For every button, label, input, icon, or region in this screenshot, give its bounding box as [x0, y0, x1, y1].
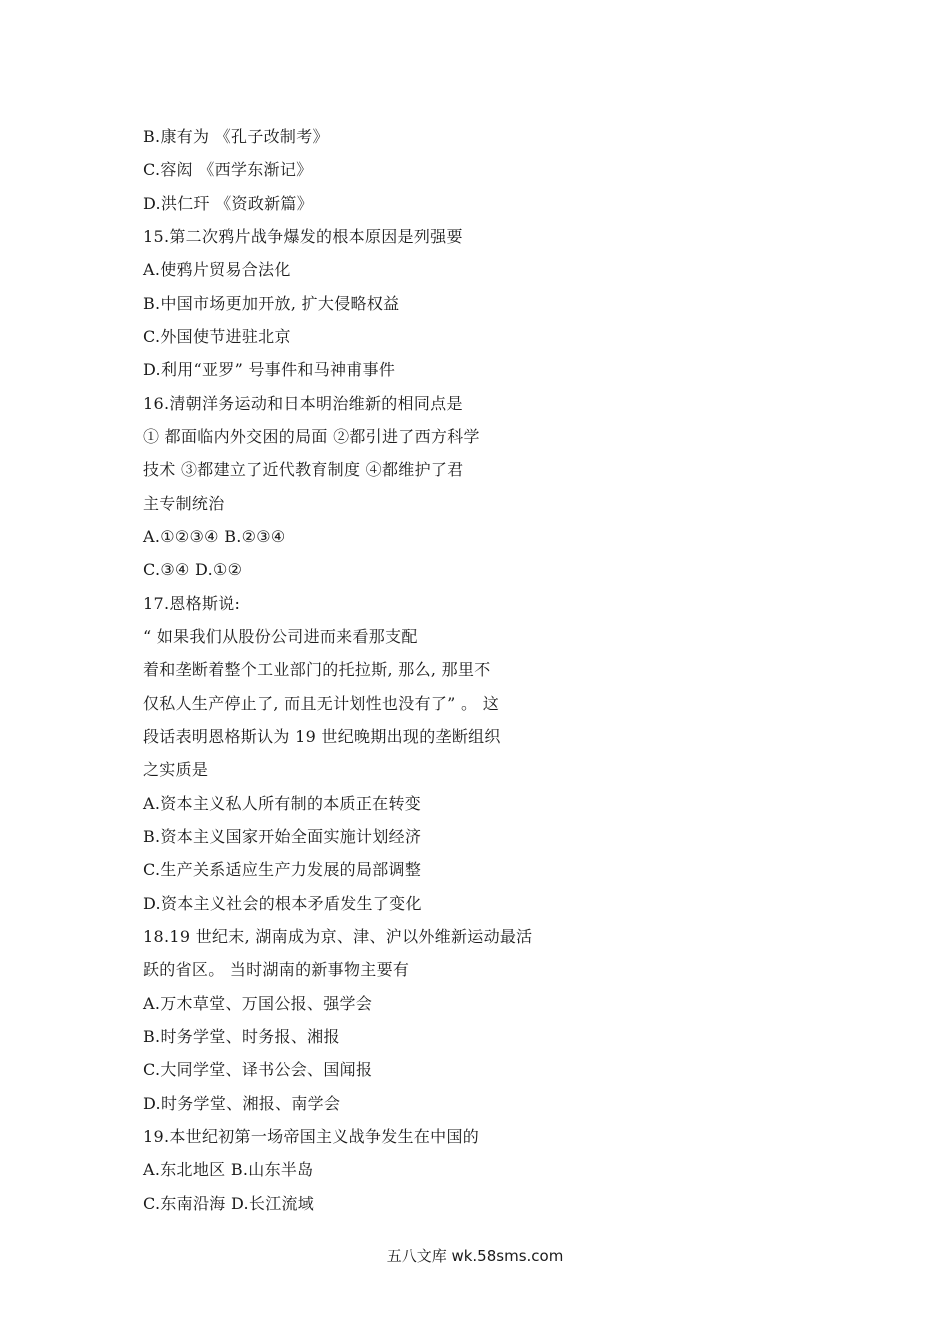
text-line: ① 都面临内外交困的局面 ②都引进了西方科学: [143, 427, 480, 446]
question-18: 18.19 世纪末, 湖南成为京、津、沪以外维新运动最活: [143, 927, 533, 946]
footer-watermark: 五八文库 wk.58sms.com: [386, 1247, 564, 1265]
option-d: D.时务学堂、湘报、南学会: [143, 1094, 341, 1113]
question-17: 17.恩格斯说:: [143, 594, 241, 613]
option-c: C.大同学堂、译书公会、国闻报: [143, 1060, 373, 1079]
option-d: D.利用“亚罗” 号事件和马神甫事件: [143, 360, 396, 379]
text-line: 技术 ③都建立了近代教育制度 ④都维护了君: [143, 460, 464, 479]
question-15: 15.第二次鸦片战争爆发的根本原因是列强要: [143, 227, 463, 246]
option-c: C.外国使节进驻北京: [143, 327, 291, 346]
text-line: 主专制统治: [143, 494, 225, 513]
option-cd: C.③④ D.①②: [143, 560, 243, 579]
option-ab: A.东北地区 B.山东半岛: [143, 1160, 314, 1179]
question-16: 16.清朝洋务运动和日本明治维新的相同点是: [143, 394, 463, 413]
text-line: B.康有为 《孔子改制考》: [143, 127, 329, 146]
option-ab: A.①②③④ B.②③④: [143, 527, 286, 546]
option-b: B.资本主义国家开始全面实施计划经济: [143, 827, 422, 846]
text-line: 段话表明恩格斯认为 19 世纪晚期出现的垄断组织: [143, 727, 501, 746]
option-d: D.资本主义社会的根本矛盾发生了变化: [143, 894, 422, 913]
quote-line: 仅私人生产停止了, 而且无计划性也没有了” 。 这: [143, 694, 500, 713]
option-a: A.使鸦片贸易合法化: [143, 260, 291, 279]
text-line: C.容闳 《西学东渐记》: [143, 160, 313, 179]
text-line: D.洪仁玕 《资政新篇》: [143, 194, 314, 213]
quote-line: “ 如果我们从股份公司进而来看那支配: [143, 627, 418, 646]
option-a: A.万木草堂、万国公报、强学会: [143, 994, 373, 1013]
text-line: 之实质是: [143, 760, 209, 779]
option-cd: C.东南沿海 D.长江流域: [143, 1194, 315, 1213]
option-c: C.生产关系适应生产力发展的局部调整: [143, 860, 422, 879]
text-line: 跃的省区。 当时湖南的新事物主要有: [143, 960, 410, 979]
question-19: 19.本世纪初第一场帝国主义战争发生在中国的: [143, 1127, 480, 1146]
option-b: B.时务学堂、时务报、湘报: [143, 1027, 340, 1046]
option-b: B.中国市场更加开放, 扩大侵略权益: [143, 294, 400, 313]
quote-line: 着和垄断着整个工业部门的托拉斯, 那么, 那里不: [143, 660, 491, 679]
option-a: A.资本主义私人所有制的本质正在转变: [143, 794, 422, 813]
